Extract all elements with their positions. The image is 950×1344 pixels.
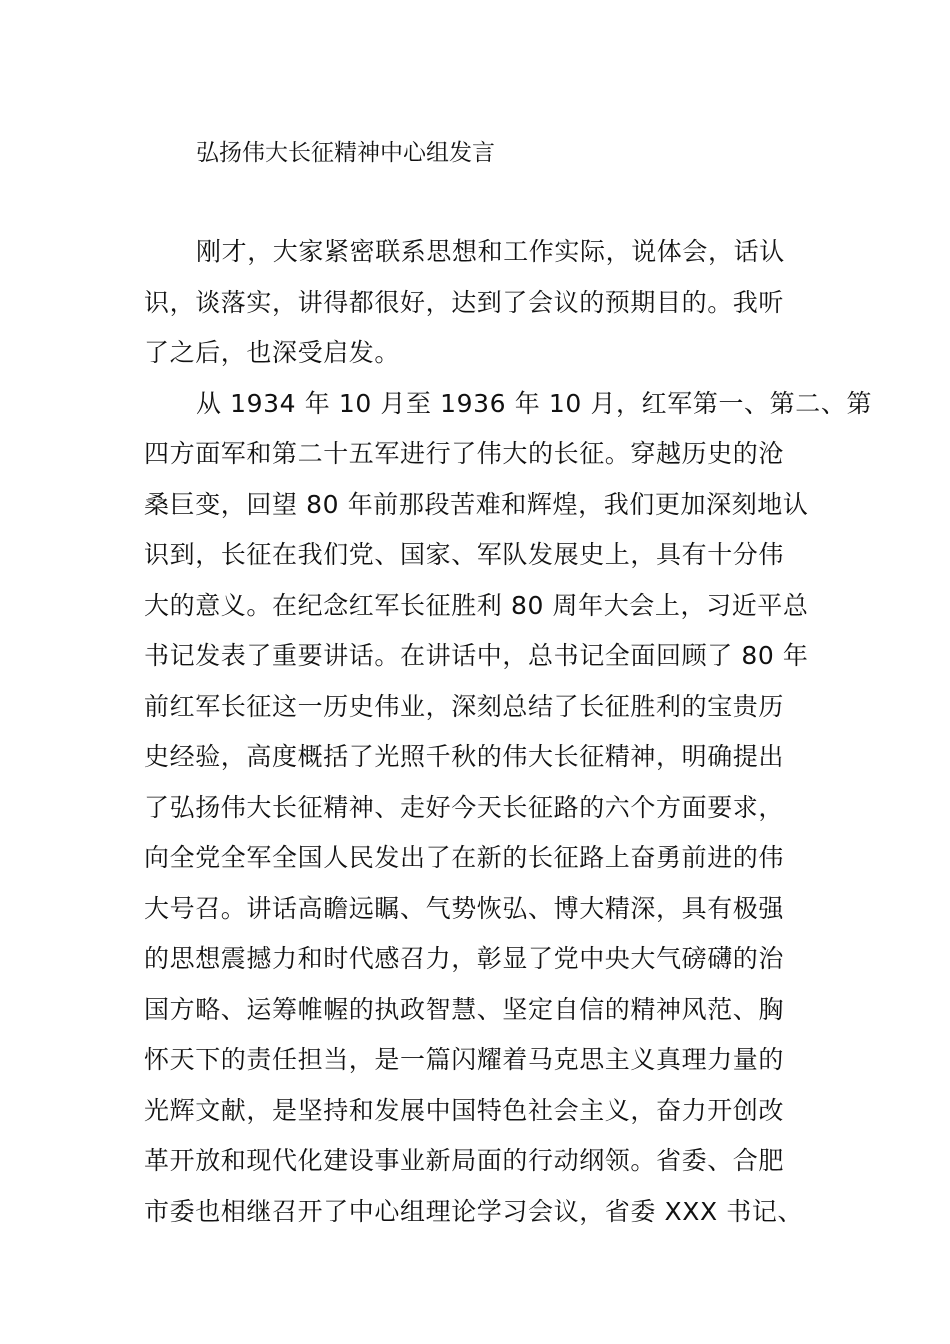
text-line: 刚才，大家紧密联系思想和工作实际，说体会，话认: [196, 237, 785, 266]
text-line: 市委也相继召开了中心组理论学习会议，省委 XXX 书记、: [144, 1196, 804, 1226]
paragraph: [144, 379, 873, 1238]
document-title: 弘扬伟大长征精神中心组发言: [196, 140, 495, 166]
paragraph: [144, 227, 808, 379]
text-line: 怀天下的责任担当，是一篇闪耀着马克思主义真理力量的: [144, 1045, 785, 1074]
text-line: 大号召。讲话高瞻远瞩、气势恢弘、博大精深，具有极强: [144, 893, 785, 923]
text-line: 了之后，也深受启发。: [144, 338, 401, 367]
text-line: 四方面军和第二十五军进行了伟大的长征。穿越历史的沧: [144, 439, 785, 468]
text-line: 前红军长征这一历史伟业，深刻总结了长征胜利的宝贵历: [144, 691, 785, 721]
text-line: 的思想震撼力和时代感召力，彰显了党中央大气磅礴的治: [144, 944, 785, 973]
text-line: 桑巨变，回望 80 年前那段苦难和辉煌，我们更加深刻地认: [144, 489, 809, 519]
text-line: 国方略、运筹帷幄的执政智慧、坚定自信的精神风范、胸: [144, 994, 785, 1024]
text-line: 向全党全军全国人民发出了在新的长征路上奋勇前进的伟: [144, 843, 785, 872]
text-line: 从 1934 年 10 月至 1936 年 10 月，红军第一、第二、第: [196, 388, 873, 418]
text-line: 识，谈落实，讲得都很好，达到了会议的预期目的。我听: [144, 287, 785, 317]
text-line: 了弘扬伟大长征精神、走好今天长征路的六个方面要求，: [144, 792, 785, 822]
text-line: 史经验，高度概括了光照千秋的伟大长征精神，明确提出: [144, 742, 785, 771]
text-line: 光辉文献，是坚持和发展中国特色社会主义，奋力开创改: [144, 1095, 785, 1125]
text-line: 书记发表了重要讲话。在讲话中，总书记全面回顾了 80 年: [144, 641, 809, 670]
text-line: 识到，长征在我们党、国家、军队发展史上，具有十分伟: [144, 540, 785, 569]
text-line: 大的意义。在纪念红军长征胜利 80 周年大会上，习近平总: [144, 590, 809, 620]
document-body: [144, 227, 873, 1237]
text-line: 革开放和现代化建设事业新局面的行动纲领。省委、合肥: [144, 1146, 785, 1175]
